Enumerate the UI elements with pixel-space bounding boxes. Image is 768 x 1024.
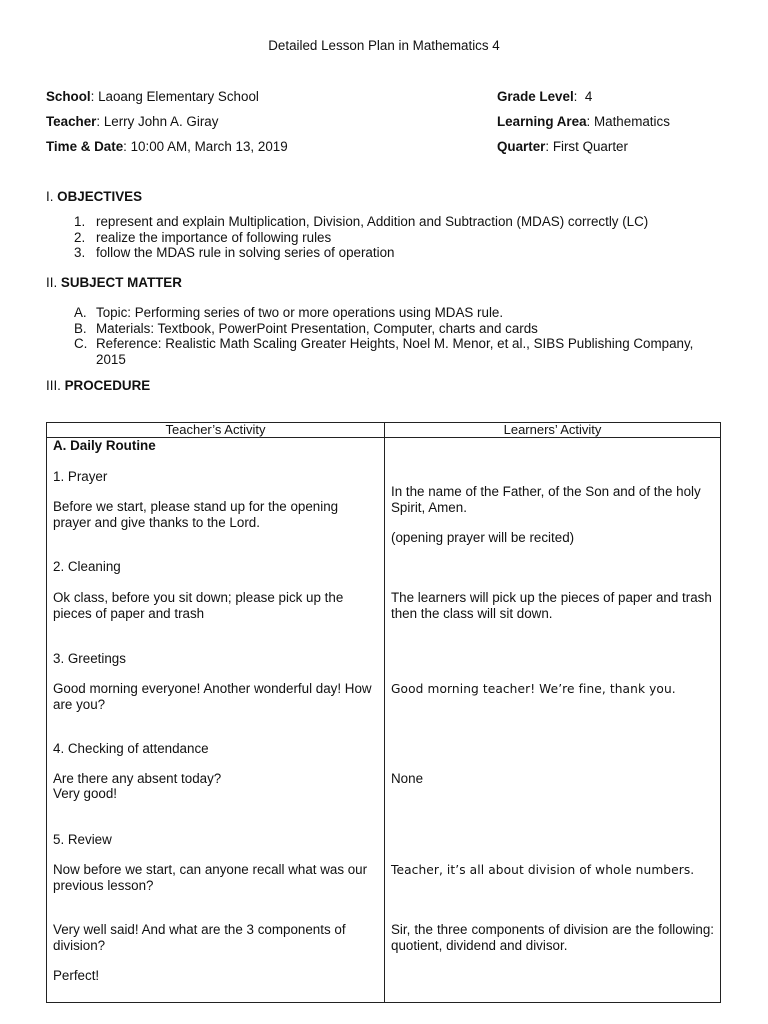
learning-area-label: Learning Area (497, 114, 587, 129)
cleaning-instruction: Ok class, before you sit down; please pick up the pieces of paper and trash (53, 590, 344, 621)
greetings-heading: 3. Greetings (53, 651, 126, 666)
objectives-title: OBJECTIVES (57, 189, 143, 204)
procedure-numeral: III. (46, 378, 65, 393)
learning-area-value: : Mathematics (586, 114, 670, 129)
cleaning-heading: 2. Cleaning (53, 559, 121, 574)
subject-matter-list (70, 305, 720, 367)
subject-matter-letter: A. (74, 305, 87, 320)
subject-matter-item (70, 336, 720, 367)
learner-activity-cell (385, 438, 721, 1003)
grade-level-value: : 4 (573, 89, 593, 104)
school-line (46, 89, 259, 105)
learner-prayer-response: In the name of the Father, of the Son and of the holy Spirit, Amen. (391, 484, 701, 515)
daily-routine-title: A. Daily Routine (53, 438, 156, 453)
prayer-instruction: Before we start, please stand up for the opening prayer and give thanks to the Lord. (53, 499, 339, 530)
teacher-activity-header: Teacher’s Activity (47, 423, 385, 438)
greetings-instruction: Good morning everyone! Another wonderful day! How are you? (53, 681, 372, 712)
learner-activity-header: Learners’ Activity (385, 423, 721, 438)
learner-components-response: Sir, the three components of division are the following: quotient, dividend and divisor. (391, 922, 714, 953)
objective-number: 1. (74, 214, 86, 229)
perfect-remark: Perfect! (53, 968, 100, 983)
document-title: Detailed Lesson Plan in Mathematics 4 (268, 38, 500, 53)
subject-matter-text: Topic: Performing series of two or more operations using MDAS rule. (96, 305, 504, 320)
subject-matter-heading (46, 275, 182, 291)
learner-greetings-response: Good morning teacher! We’re fine, thank you. (391, 682, 676, 696)
subject-matter-text: Materials: Textbook, PowerPoint Presentation, Computer, charts and cards (96, 320, 538, 336)
subject-matter-letter: B. (74, 320, 87, 336)
grade-level-line (497, 89, 592, 105)
objectives-heading (46, 189, 142, 205)
objective-number: 3. (74, 245, 86, 260)
objective-item (70, 245, 730, 261)
subject-matter-title: SUBJECT MATTER (60, 275, 182, 290)
components-question: Very well said! And what are the 3 components of division? (53, 922, 346, 953)
objective-text: represent and explain Multiplication, Division, Addition and Subtraction (MDAS) correctly (LC) (96, 214, 649, 229)
learner-prayer-note: (opening prayer will be recited) (391, 530, 575, 545)
objectives-list (70, 214, 730, 261)
subject-matter-letter: C. (74, 336, 88, 351)
objective-text: follow the MDAS rule in solving series of operation (96, 245, 395, 260)
procedure-table-row (47, 438, 721, 1003)
attendance-response: Very good! (53, 786, 118, 801)
review-question: Now before we start, can anyone recall what was our previous lesson? (53, 862, 368, 893)
time-date-line (46, 139, 288, 155)
school-label: School (46, 89, 91, 104)
teacher-line (46, 114, 218, 130)
objectives-numeral: I. (46, 189, 58, 204)
procedure-table (46, 422, 721, 1003)
procedure-title: PROCEDURE (64, 378, 151, 393)
learner-review-response: Teacher, it’s all about division of whole numbers. (391, 863, 695, 877)
teacher-label: Teacher (46, 114, 97, 129)
learner-attendance-response: None (391, 771, 424, 786)
subject-matter-item (70, 321, 720, 337)
teacher-value: : Lerry John A. Giray (96, 114, 219, 129)
learner-cleaning-response: The learners will pick up the pieces of paper and trash then the class will sit down. (391, 590, 712, 621)
teacher-activity-cell (47, 438, 385, 1003)
quarter-line (497, 139, 628, 155)
subject-matter-text: Reference: Realistic Math Scaling Greater Heights, Noel M. Menor, et al., SIBS Publishing Company, 2015 (96, 336, 694, 367)
subject-matter-numeral: II. (46, 275, 61, 290)
grade-level-label: Grade Level (497, 89, 574, 104)
time-date-label: Time & Date (46, 139, 124, 154)
subject-matter-item (70, 305, 720, 321)
objective-text: realize the importance of following rules (96, 229, 332, 245)
time-date-value: : 10:00 AM, March 13, 2019 (123, 139, 288, 154)
procedure-table-header (47, 423, 721, 438)
prayer-heading: 1. Prayer (53, 469, 108, 484)
procedure-heading (46, 378, 150, 394)
attendance-question: Are there any absent today? (53, 771, 222, 786)
review-heading: 5. Review (53, 832, 112, 847)
quarter-value: : First Quarter (545, 139, 628, 154)
objective-number: 2. (74, 229, 86, 245)
quarter-label: Quarter (497, 139, 546, 154)
attendance-heading: 4. Checking of attendance (53, 741, 209, 756)
daily-routine-heading (53, 438, 378, 454)
objective-item (70, 214, 730, 230)
learning-area-line (497, 114, 670, 130)
objective-item (70, 230, 730, 246)
school-value: : Laoang Elementary School (90, 89, 259, 104)
